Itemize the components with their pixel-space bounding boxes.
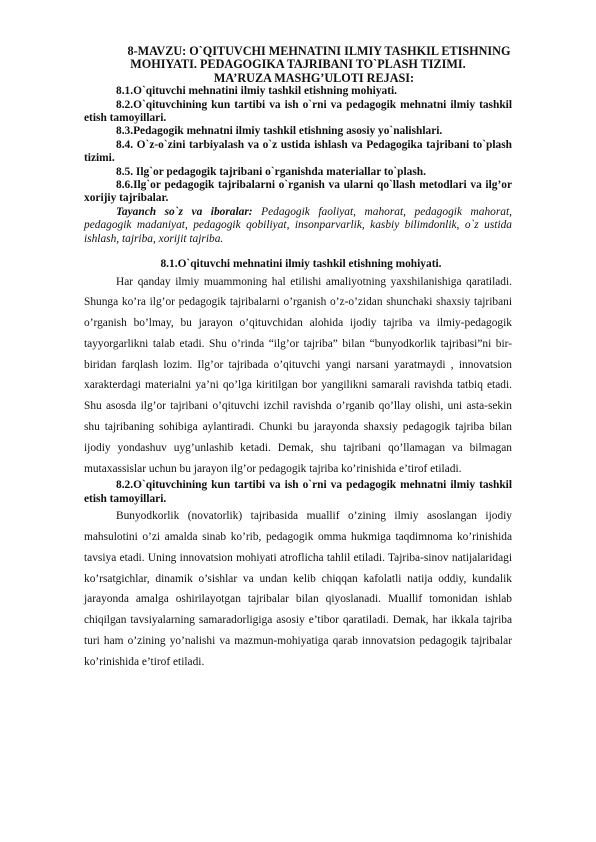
plan-item: 8.5. Ilg`or pedagogik tajribani o`rganishda materiallar to`plash. [116,165,426,178]
plan-item: 8.3.Pedagogik mehnatni ilmiy tashkil etishning asosiy yo`nalishlari. [116,125,443,138]
section-2-heading: 8.2.O`qituvchining kun tartibi va ish o`rni va pedagogik mehnatni ilmiy tashkil etish tamoyillari. [84,479,512,505]
plan-item: 8.1.O`qituvchi mehnatini ilmiy tashkil etishning mohiyati. [116,85,398,98]
section-2-paragraph: Bunyodkorlik (novatorlik) tajribasida muallif o’zining ilmiy asoslangan ijodiy mahsulotini o’zi amalda sinab ko’rib, pedagogik omma hukmiga taqdimnoma ko’rinishida tavsiya etadi. Uning innovatsion mohiyati atroflicha tahlil etiladi. Tajriba-sinov natijalaridagi ko’rsatgichlar, dinamik o’sishlar va undan kelib chiqqan kafolatli natija oddiy, kundalik jarayonda amalga oshirilayotgan tajribalar bilan qiyoslanadi. Muallif tomonidan ishlab chiqilgan tavsiyalarning samaradorligiga asosiy e’tibor qaratiladi. Demak, har ikkala tajriba turi ham o’zining yo’nalishi va mazmun-mohiyatiga qarab innovatsion pedagogik tajribalar ko’rinishida e’tirof etiladi. [84,510,512,668]
title-line-2: MOHIYATI. PEDAGOGIKA TAJRIBANI TO`PLASH TIZIMI. [130,57,466,72]
keywords-label: Tayanch so`z va iboralar: [116,205,253,218]
keywords-text: Pedagogik faoliyat, mahorat, pedagogik mahorat, pedagogik madaniyat, pedagogik qobiliyat, insonparvarlik, kasbiy bilimdonlik, o`z ustida ishlash, tajriba, xorijit tajriba. [84,205,512,245]
plan-item: 8.4. O`z-o`zini tarbiyalash va o`z ustida ishlash va Pedagogika tajribani to`plash tizimi. [84,138,512,165]
document-page [84,45,512,673]
section-1-paragraph: Har qanday ilmiy muammoning hal etilishi amaliyotning yaxshilanishiga qaratiladi. Shunga ko’ra ilg’or pedagogik tajribalarni o’rganish o’z-o’zidan shunchaki shaxsiy tajribani o’rganish bo’lmay, bu jarayon o’qituvchidan alohida ijodiy tajriba va ilmiy-pedagogik tayyorgarlikni talab etadi. Shu o’rinda “ilg’or tajriba” bilan “bunyodkorlik tajribasi”ni bir-biridan farqlash lozim. Ilg’or tajribada o’qituvchi yangi narsani yaratmaydi , innovatsion xarakterdagi materialni ya’ni qo’lga kiritilgan bor yangilikni samarali ravishda tatbiq etadi. Shu asosda ilg’or tajribani o’qituvchi izchil ravishda o’rganib qo’llay olishi, uni asta-sekin shu tajribaning sohibiga aylantiradi. Chunki bu jarayonda shaxsiy pedagogik tajriba bilan ijodiy yondashuv uyg’unlashib ketadi. Demak, shu tajribani qo’llamagan va bilmagan mutaxassislar uchun bu jarayon ilg’or pedagogik tajriba ko’rinishida e’tirof etiladi. [84,275,512,475]
document-title [84,45,512,72]
plan-list [84,85,512,206]
title-line-1: 8-MAVZU: O`QITUVCHI MEHNATINI ILMIY TASHKIL ETISHNING [127,44,511,58]
section-1-heading: 8.1.O`qituvchi mehnatini ilmiy tashkil etishning mohiyati. [160,258,442,271]
plan-heading: MA’RUZA MASHG’ULOTI REJASI: [213,70,415,85]
keywords-paragraph [84,206,512,246]
plan-item: 8.6.Ilg`or pedagogik tajribalarni o`rganish va ularni qo`llash metodlari va ilg’or xorijiy tajribalar. [84,179,512,205]
plan-item: 8.2.O`qituvchining kun tartibi va ish o`rni va pedagogik mehnatni ilmiy tashkil etish tamoyillari. [84,98,512,125]
